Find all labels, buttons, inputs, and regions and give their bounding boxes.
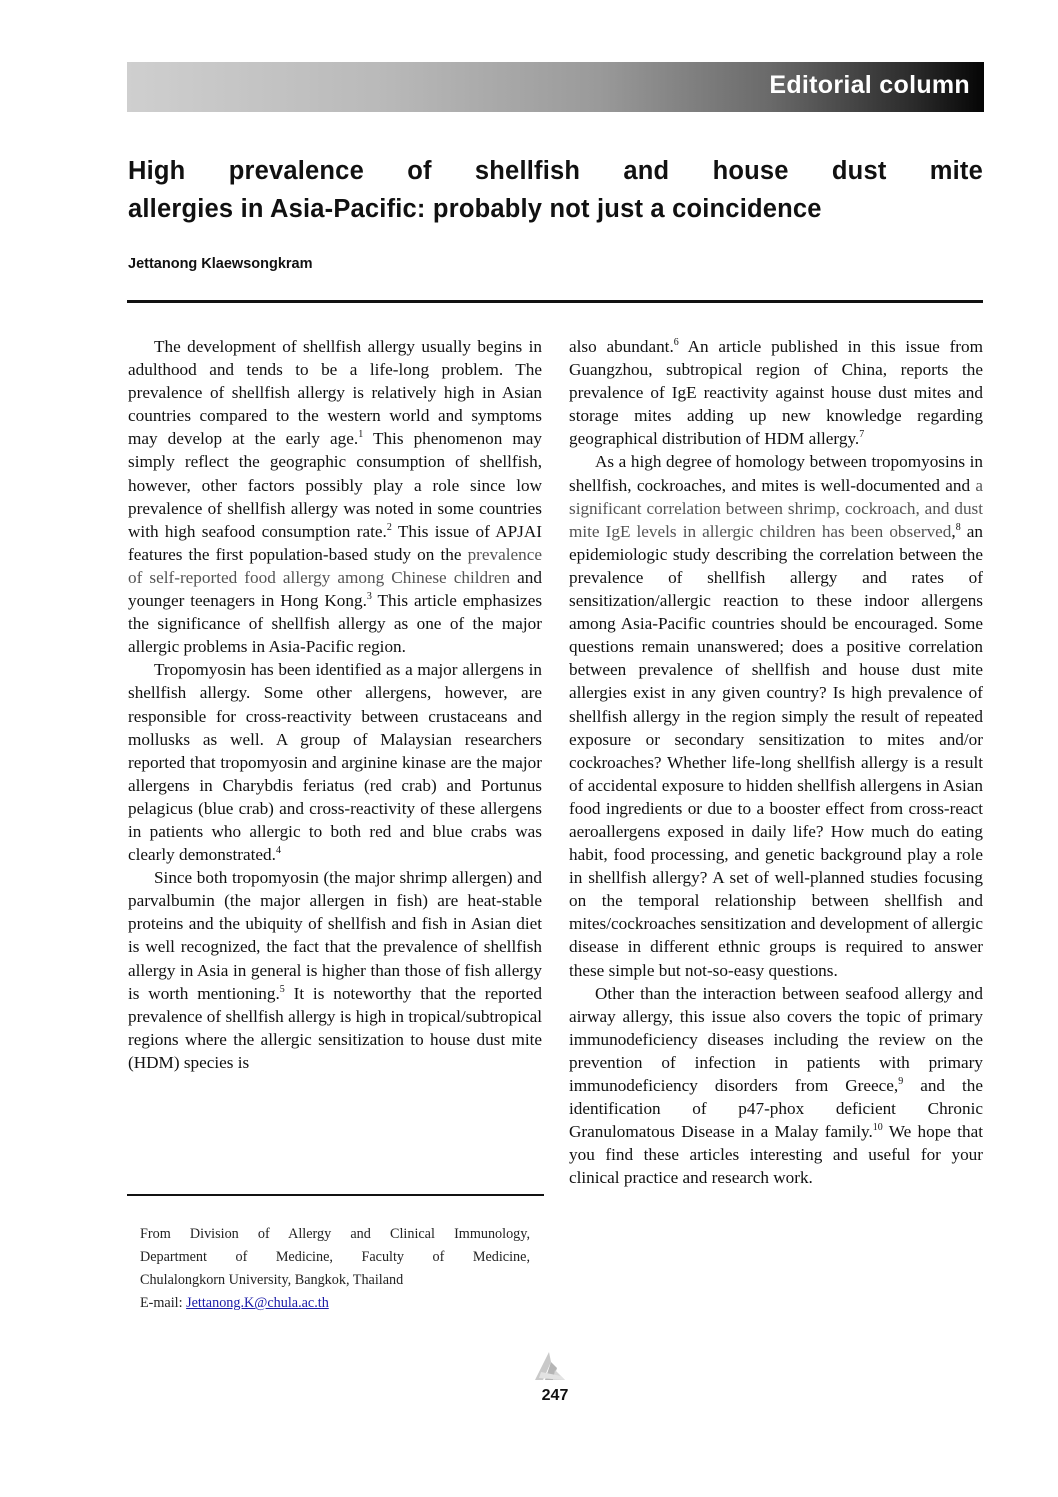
affiliation-divider — [127, 1194, 544, 1196]
affiliation-line: Department of Medicine, Faculty of Medicine, — [140, 1249, 530, 1265]
reference-marker[interactable]: 2 — [386, 521, 392, 533]
author-name: Jettanong Klaewsongkram — [128, 256, 313, 272]
paragraph: The development of shellfish allergy usually begins in adulthood and tends to be a life-long problem. The prevalence of shellfish allergy is relatively high in Asian countries compared to the western world and symptoms may develop at the early age.$^1$ This phenomenon may simply reflect the geographic consumption of shellfish, however, other factors possibly play a role since low prevalence of shellfish allergy was noted in some countries with high seafood consumption rate.$^2$ This issue of APJAI features the first population-based study on the prevalence of self-reported food allergy among Chinese children and younger teenagers in Hong Kong.$^3$ This article emphasizes the significance of shellfish allergy as one of the major allergic problems in Asia-Pacific region. — [128, 337, 543, 657]
paragraph: Since both tropomyosin (the major shrimp allergen) and parvalbumin (the major allergen in fish) are heat-stable proteins and the ubiquity of shellfish and fish in Asian diet is well recognized, the fact that the prevalence of shellfish allergy in Asia in general is higher than those of fish allergy is worth mentioning.$^5$ It is noteworthy that the reported prevalence of shellfish allergy is high in tropical/subtropical regions where the allergic sensitization to house dust mite (HDM) species is — [128, 868, 542, 1072]
email-line: E-mail: Jettanong.K@chula.ac.th — [140, 1295, 329, 1311]
page-number: 247 — [541, 1387, 569, 1404]
reference-marker[interactable]: 6 — [673, 337, 679, 348]
reference-marker[interactable]: 8 — [955, 521, 961, 533]
email-link[interactable]: Jettanong.K@chula.ac.th — [186, 1295, 329, 1311]
reference-marker[interactable]: 1 — [358, 429, 364, 441]
section-label: Editorial column — [769, 71, 970, 99]
title-line-1: High prevalence of shellfish and house dust mite — [128, 157, 983, 185]
reference-marker[interactable]: 7 — [859, 429, 865, 441]
title-divider — [127, 300, 983, 303]
reference-marker[interactable]: 10 — [872, 1122, 883, 1134]
paragraph: As a high degree of homology between tropomyosins in shellfish, cockroaches, and mites is well-documented and a significant correlation between shrimp, cockroach, and dust mite IgE levels in allergic children has been observed,$^8$ an epidemiologic study describing the correlation between the prevalence of shellfish allergy and rates of sensitization/allergic reaction to these indoor allergens among Asia-Pacific countries should be encouraged. Some questions remain unanswered; does a positive correlation between prevalence of shellfish and house dust mite allergies exist in any given country? Is high prevalence of shellfish allergy in the region simply the result of repeated exposure or secondary sensitization to mites and/or cockroaches? Whether life-long shellfish allergy is a result of accidental exposure to hidden shellfish allergens in Asian food ingredients or due to a booster effect from cross-react aeroallergens exposed in daily life? How much do eating habit, food processing, and genetic background play a role in shellfish allergy? A set of well-planned studies focusing on the temporal relationship between shellfish and mites/cockroaches sensitization and development of allergic disease in different ethnic groups is required to answer these simple but not-so-easy questions. — [569, 452, 983, 980]
title-line-2: allergies in Asia-Pacific: probably not just a coincidence — [128, 195, 822, 223]
body-column-right — [569, 335, 983, 1189]
body-column-left — [128, 335, 542, 1074]
affiliation-line: Chulalongkorn University, Bangkok, Thailand — [140, 1272, 404, 1288]
journal-logo-icon — [531, 1350, 571, 1382]
paragraph: Tropomyosin has been identified as a major allergens in shellfish allergy. Some other allergens, however, are responsible for cross-reactivity between crustaceans and mollusks as well. A group of Malaysian researchers reported that tropomyosin and arginine kinase are the major allergens in Charybdis feriatus (red crab) and Portunus pelagicus (blue crab) and cross-reactivity of these allergens in patients who allergic to both red and blue crabs was clearly demonstrated.$^4$ — [128, 660, 542, 865]
reference-marker[interactable]: 3 — [366, 591, 372, 603]
section-banner — [127, 62, 984, 112]
affiliation-line: From Division of Allergy and Clinical Immunology, — [140, 1226, 530, 1242]
reference-marker[interactable]: 9 — [898, 1076, 904, 1087]
reference-marker[interactable]: 5 — [279, 983, 285, 995]
paragraph: also abundant.$^6$ An article published in this issue from Guangzhou, subtropical region of China, reports the prevalence of IgE reactivity against house dust mites and storage mites adding up new knowledge regarding geographical distribution of HDM allergy.$^7$ — [569, 337, 983, 449]
paragraph: Other than the interaction between seafood allergy and airway allergy, this issue also covers the topic of primary immunodeficiency diseases including the review on the prevention of infection in patients with primary immunodeficiency disorders from Greece,$^9$ and the identification of p47-phox deficient Chronic Granulomatous Disease in a Malay family.$^{10}$ We hope that you find these articles interesting and useful for your clinical practice and research work. — [569, 983, 983, 1188]
reference-marker[interactable]: 4 — [275, 845, 281, 857]
article-title — [128, 152, 983, 228]
author-affiliation — [140, 1223, 530, 1315]
